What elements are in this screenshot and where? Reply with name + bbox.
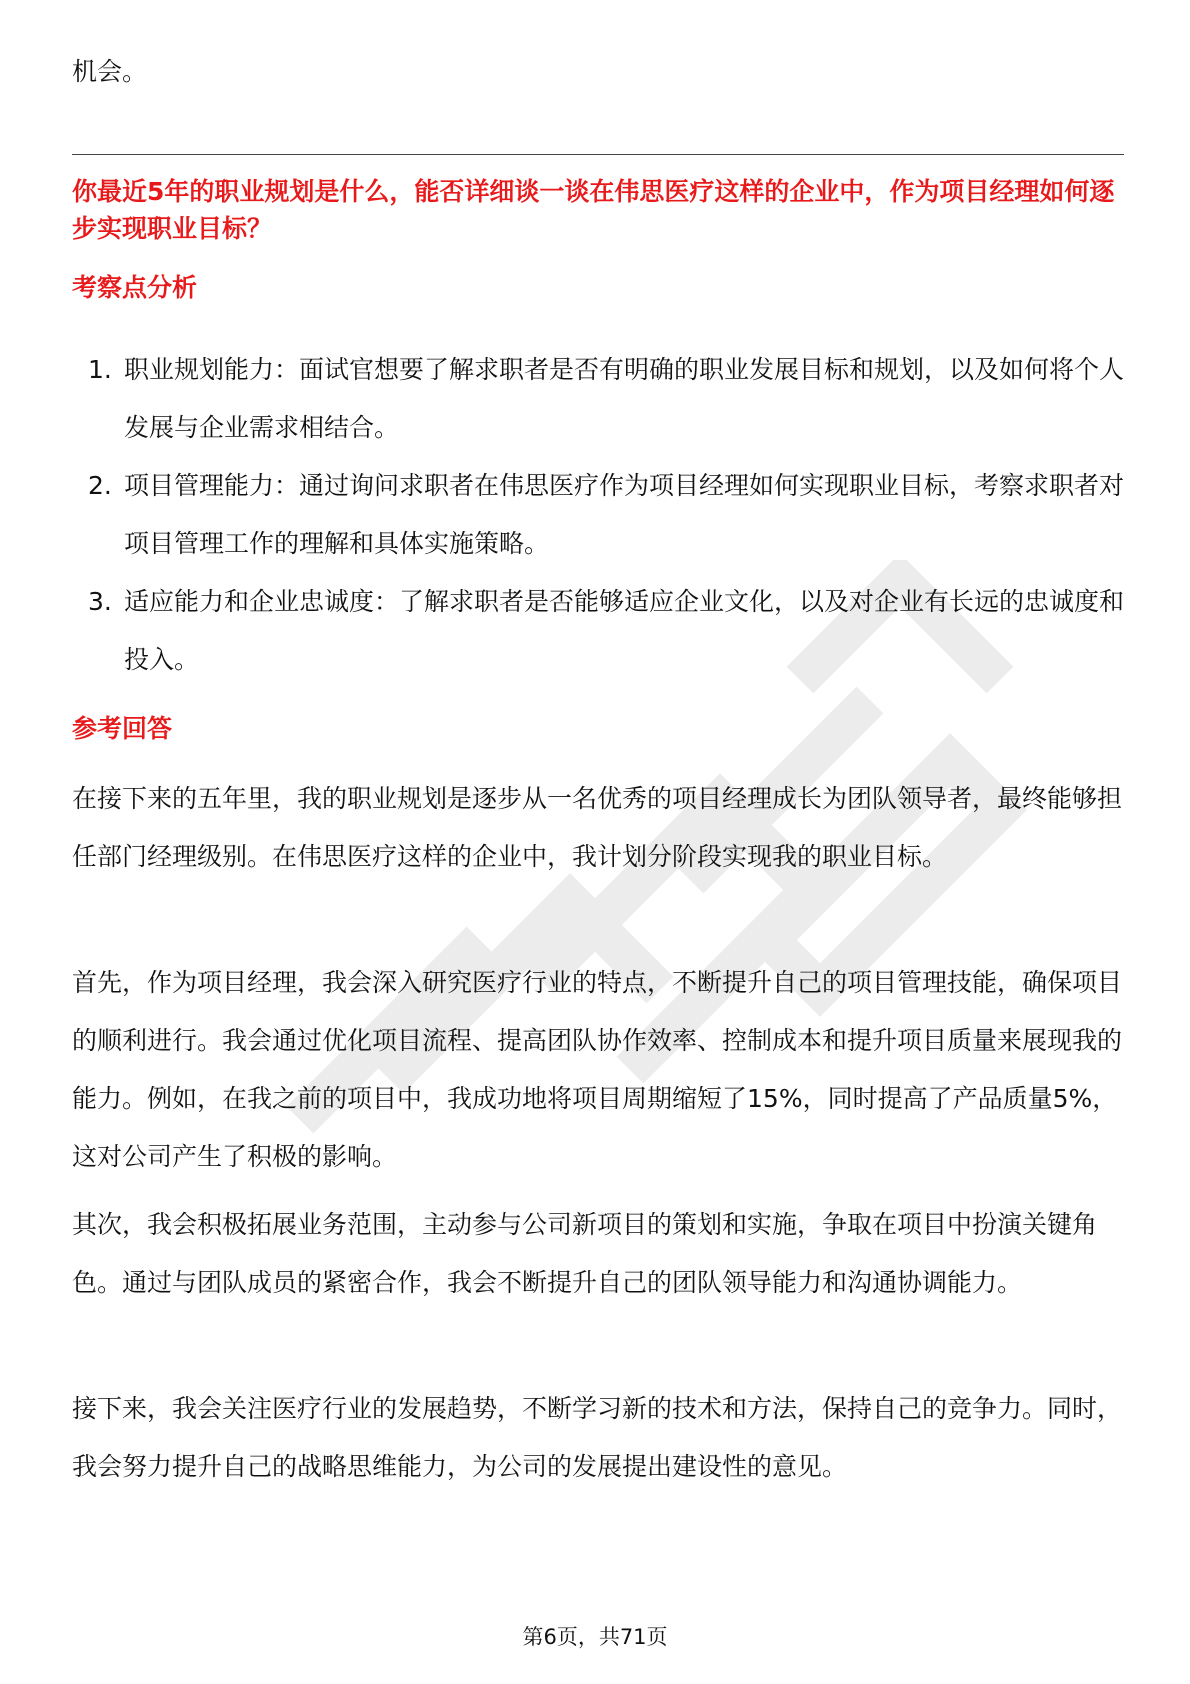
analysis-item xyxy=(72,457,1124,573)
page-number-footer: 第6页，共71页 xyxy=(522,1625,668,1649)
analysis-item-text: 项目管理能力：通过询问求职者在伟思医疗作为项目经理如何实现职业目标，考察求职者对项目管理工作的理解和具体实施策略。 xyxy=(124,471,1125,558)
answer-paragraph: 其次，我会积极拓展业务范围，主动参与公司新项目的策划和实施，争取在项目中扮演关键角色。通过与团队成员的紧密合作，我会不断提升自己的团队领导能力和沟通协调能力。 xyxy=(72,1210,1098,1297)
analysis-item xyxy=(72,573,1124,689)
document-page xyxy=(72,0,1124,1684)
answer-paragraph: 在接下来的五年里，我的职业规划是逐步从一名优秀的项目经理成长为团队领导者，最终能够担任部门经理级别。在伟思医疗这样的企业中，我计划分阶段实现我的职业目标。 xyxy=(72,784,1123,871)
analysis-item-text: 职业规划能力：面试官想要了解求职者是否有明确的职业发展目标和规划，以及如何将个人发展与企业需求相结合。 xyxy=(124,355,1125,442)
continuation-text: 机会。 xyxy=(72,57,148,86)
section-divider xyxy=(72,154,1124,155)
answer-heading: 参考回答 xyxy=(72,714,173,743)
analysis-heading: 考察点分析 xyxy=(72,273,198,302)
answer-paragraph: 首先，作为项目经理，我会深入研究医疗行业的特点，不断提升自己的项目管理技能，确保项目的顺利进行。我会通过优化项目流程、提高团队协作效率、控制成本和提升项目质量来展现我的能力。例如，在我之前的项目中，我成功地将项目周期缩短了15%，同时提高了产品质量5%，这对公司产生了积极的影响。 xyxy=(72,968,1123,1171)
analysis-item-text: 适应能力和企业忠诚度：了解求职者是否能够适应企业文化，以及对企业有长远的忠诚度和投入。 xyxy=(124,587,1125,674)
list-number: 1. xyxy=(88,355,112,384)
analysis-item xyxy=(72,341,1124,457)
question-heading: 你最近5年的职业规划是什么，能否详细谈一谈在伟思医疗这样的企业中，作为项目经理如何逐步实现职业目标？ xyxy=(72,177,1115,243)
answer-paragraph: 接下来，我会关注医疗行业的发展趋势，不断学习新的技术和方法，保持自己的竞争力。同时，我会努力提升自己的战略思维能力，为公司的发展提出建设性的意见。 xyxy=(72,1394,1123,1481)
analysis-list xyxy=(72,341,1124,689)
list-number: 3. xyxy=(88,587,112,616)
list-number: 2. xyxy=(88,471,112,500)
